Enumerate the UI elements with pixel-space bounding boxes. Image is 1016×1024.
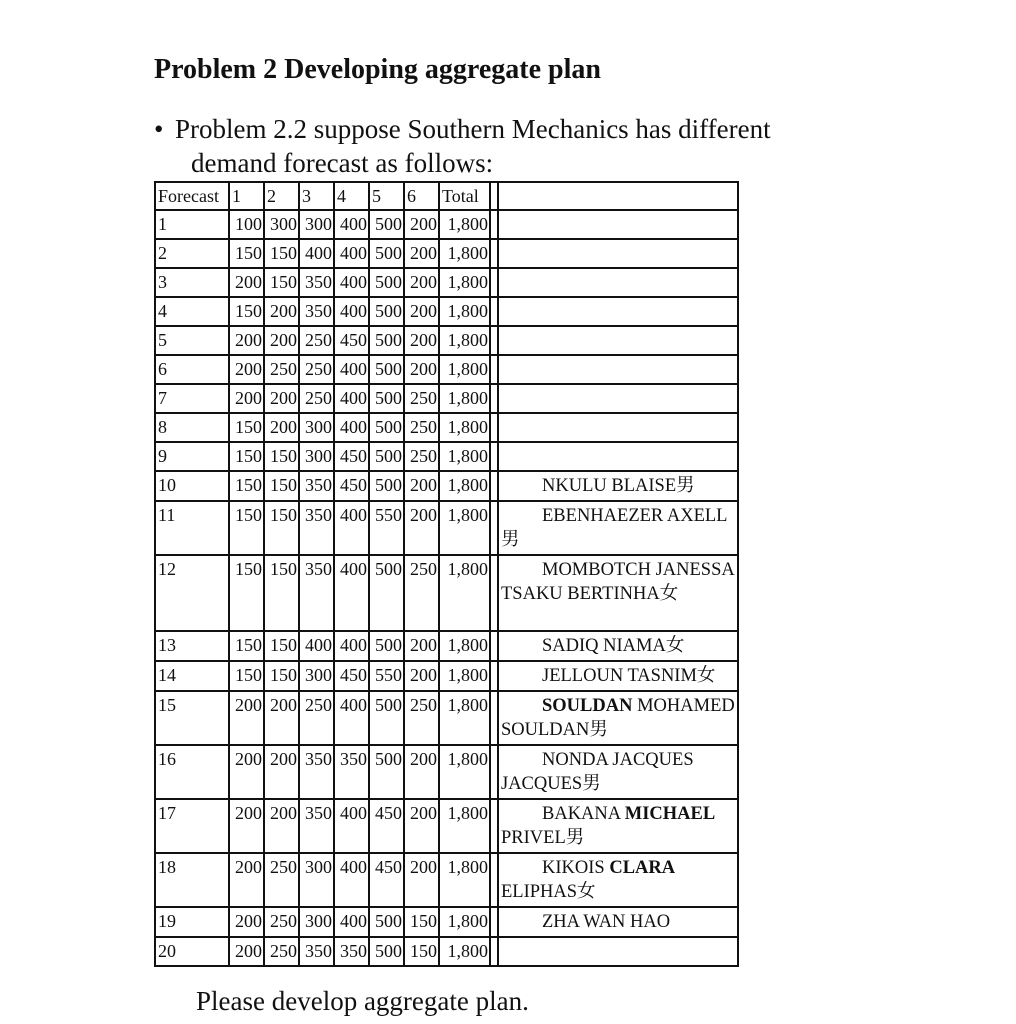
period-5-value: 550	[369, 661, 404, 691]
period-3-value: 350	[299, 745, 334, 799]
student-name-part: NKULU BLAISE男	[542, 476, 695, 496]
bullet-icon: •	[154, 114, 164, 144]
period-5-value: 500	[369, 442, 404, 471]
period-1-value: 150	[229, 471, 264, 501]
period-4-value: 350	[334, 745, 369, 799]
period-1-value: 200	[229, 745, 264, 799]
period-4-value: 400	[334, 631, 369, 661]
period-1-value: 200	[229, 799, 264, 853]
period-3-value: 350	[299, 555, 334, 631]
period-3-value: 400	[299, 631, 334, 661]
period-2-value: 250	[264, 853, 299, 907]
period-5-value: 500	[369, 268, 404, 297]
student-name	[498, 853, 738, 907]
period-3-value: 300	[299, 210, 334, 239]
table-row	[155, 355, 738, 384]
period-3-value: 350	[299, 268, 334, 297]
period-5-value: 500	[369, 907, 404, 937]
period-2-value: 250	[264, 907, 299, 937]
bullet-text-line-2: demand forecast as follows:	[191, 148, 494, 178]
period-4-value: 400	[334, 501, 369, 555]
header-period-3: 3	[299, 182, 334, 210]
gap-cell	[490, 661, 498, 691]
student-name-part: JELLOUN TASNIM女	[542, 666, 716, 686]
row-forecast-id: 9	[155, 442, 229, 471]
student-name	[498, 355, 738, 384]
student-name	[498, 661, 738, 691]
student-name-part: SOULDAN	[542, 696, 633, 716]
period-2-value: 200	[264, 413, 299, 442]
student-name-part: ZHA WAN HAO	[542, 912, 671, 932]
student-name	[498, 442, 738, 471]
period-1-value: 200	[229, 384, 264, 413]
row-forecast-id: 15	[155, 691, 229, 745]
period-5-value: 500	[369, 413, 404, 442]
row-total: 1,800	[439, 326, 490, 355]
period-5-value: 550	[369, 501, 404, 555]
row-forecast-id: 5	[155, 326, 229, 355]
gap-cell	[490, 384, 498, 413]
period-6-value: 250	[404, 555, 439, 631]
row-forecast-id: 1	[155, 210, 229, 239]
period-3-value: 300	[299, 442, 334, 471]
period-5-value: 500	[369, 239, 404, 268]
period-5-value: 500	[369, 631, 404, 661]
table-row	[155, 661, 738, 691]
period-3-value: 250	[299, 355, 334, 384]
period-6-value: 200	[404, 501, 439, 555]
row-total: 1,800	[439, 210, 490, 239]
period-6-value: 200	[404, 799, 439, 853]
student-name-part: MOMBOTCH JANESSA TSAKU BERTINHA女	[501, 560, 734, 604]
period-1-value: 150	[229, 442, 264, 471]
period-6-value: 200	[404, 355, 439, 384]
row-forecast-id: 7	[155, 384, 229, 413]
row-total: 1,800	[439, 355, 490, 384]
row-total: 1,800	[439, 555, 490, 631]
header-period-4: 4	[334, 182, 369, 210]
gap-cell	[490, 413, 498, 442]
forecast-table-body	[155, 210, 738, 966]
row-forecast-id: 13	[155, 631, 229, 661]
period-3-value: 300	[299, 661, 334, 691]
period-5-value: 500	[369, 297, 404, 326]
period-1-value: 150	[229, 501, 264, 555]
period-5-value: 500	[369, 355, 404, 384]
period-4-value: 400	[334, 555, 369, 631]
period-2-value: 200	[264, 384, 299, 413]
period-1-value: 150	[229, 661, 264, 691]
table-row	[155, 691, 738, 745]
gap-cell	[490, 182, 498, 210]
period-4-value: 450	[334, 471, 369, 501]
row-forecast-id: 2	[155, 239, 229, 268]
student-name	[498, 471, 738, 501]
period-4-value: 450	[334, 661, 369, 691]
header-period-5: 5	[369, 182, 404, 210]
period-4-value: 400	[334, 384, 369, 413]
row-total: 1,800	[439, 239, 490, 268]
table-row	[155, 853, 738, 907]
row-forecast-id: 4	[155, 297, 229, 326]
instruction-text: Please develop aggregate plan.	[196, 986, 529, 1016]
table-row	[155, 384, 738, 413]
period-1-value: 150	[229, 413, 264, 442]
gap-cell	[490, 937, 498, 966]
gap-cell	[490, 501, 498, 555]
table-row	[155, 501, 738, 555]
period-6-value: 250	[404, 413, 439, 442]
table-row	[155, 799, 738, 853]
table-row	[155, 471, 738, 501]
student-name	[498, 384, 738, 413]
row-forecast-id: 3	[155, 268, 229, 297]
period-3-value: 300	[299, 853, 334, 907]
period-1-value: 200	[229, 268, 264, 297]
period-5-value: 500	[369, 745, 404, 799]
gap-cell	[490, 239, 498, 268]
table-row	[155, 210, 738, 239]
period-4-value: 400	[334, 691, 369, 745]
period-2-value: 150	[264, 471, 299, 501]
period-5-value: 450	[369, 799, 404, 853]
row-forecast-id: 8	[155, 413, 229, 442]
row-total: 1,800	[439, 937, 490, 966]
period-3-value: 400	[299, 239, 334, 268]
period-4-value: 400	[334, 907, 369, 937]
table-row	[155, 937, 738, 966]
student-name	[498, 555, 738, 631]
student-name	[498, 501, 738, 555]
gap-cell	[490, 799, 498, 853]
table-row	[155, 326, 738, 355]
period-3-value: 350	[299, 297, 334, 326]
student-name-part: ELIPHAS女	[501, 882, 596, 902]
header-period-1: 1	[229, 182, 264, 210]
period-6-value: 200	[404, 661, 439, 691]
row-total: 1,800	[439, 471, 490, 501]
row-total: 1,800	[439, 907, 490, 937]
gap-cell	[490, 631, 498, 661]
period-2-value: 200	[264, 691, 299, 745]
student-name-part: SADIQ NIAMA女	[542, 636, 685, 656]
period-1-value: 200	[229, 937, 264, 966]
student-name-part: EBENHAEZER AXELL男	[501, 506, 728, 550]
gap-cell	[490, 691, 498, 745]
period-3-value: 250	[299, 384, 334, 413]
student-name-part: MICHAEL	[624, 804, 716, 824]
header-row	[155, 182, 738, 210]
period-2-value: 250	[264, 355, 299, 384]
student-name	[498, 413, 738, 442]
student-name-part: KIKOIS	[542, 858, 610, 878]
gap-cell	[490, 442, 498, 471]
table-row	[155, 239, 738, 268]
row-forecast-id: 19	[155, 907, 229, 937]
period-6-value: 150	[404, 907, 439, 937]
period-2-value: 150	[264, 501, 299, 555]
period-2-value: 150	[264, 661, 299, 691]
period-6-value: 250	[404, 384, 439, 413]
header-forecast: Forecast	[155, 182, 229, 210]
student-name	[498, 745, 738, 799]
gap-cell	[490, 853, 498, 907]
period-2-value: 200	[264, 799, 299, 853]
student-name	[498, 239, 738, 268]
gap-cell	[490, 297, 498, 326]
header-period-2: 2	[264, 182, 299, 210]
period-6-value: 250	[404, 691, 439, 745]
period-5-value: 500	[369, 555, 404, 631]
period-6-value: 250	[404, 442, 439, 471]
period-4-value: 400	[334, 210, 369, 239]
row-total: 1,800	[439, 384, 490, 413]
row-forecast-id: 12	[155, 555, 229, 631]
gap-cell	[490, 471, 498, 501]
period-4-value: 400	[334, 355, 369, 384]
period-3-value: 300	[299, 413, 334, 442]
gap-cell	[490, 326, 498, 355]
period-4-value: 400	[334, 297, 369, 326]
student-name	[498, 210, 738, 239]
student-name-part: CLARA	[609, 858, 676, 878]
student-name	[498, 799, 738, 853]
row-total: 1,800	[439, 745, 490, 799]
header-period-6: 6	[404, 182, 439, 210]
period-2-value: 150	[264, 631, 299, 661]
period-5-value: 500	[369, 326, 404, 355]
table-row	[155, 413, 738, 442]
row-forecast-id: 18	[155, 853, 229, 907]
period-6-value: 200	[404, 239, 439, 268]
period-3-value: 350	[299, 937, 334, 966]
bullet-text-line-1: Problem 2.2 suppose Southern Mechanics has different	[175, 114, 771, 144]
forecast-table	[154, 181, 739, 967]
period-2-value: 150	[264, 268, 299, 297]
row-forecast-id: 14	[155, 661, 229, 691]
period-6-value: 200	[404, 268, 439, 297]
period-2-value: 200	[264, 297, 299, 326]
row-forecast-id: 17	[155, 799, 229, 853]
table-row	[155, 745, 738, 799]
period-3-value: 250	[299, 326, 334, 355]
period-1-value: 200	[229, 853, 264, 907]
period-2-value: 150	[264, 442, 299, 471]
period-3-value: 350	[299, 799, 334, 853]
period-4-value: 400	[334, 799, 369, 853]
row-forecast-id: 20	[155, 937, 229, 966]
row-total: 1,800	[439, 631, 490, 661]
header-total: Total	[439, 182, 490, 210]
row-total: 1,800	[439, 799, 490, 853]
period-4-value: 450	[334, 442, 369, 471]
row-total: 1,800	[439, 268, 490, 297]
row-total: 1,800	[439, 297, 490, 326]
table-row	[155, 268, 738, 297]
row-total: 1,800	[439, 413, 490, 442]
period-4-value: 400	[334, 853, 369, 907]
gap-cell	[490, 555, 498, 631]
period-3-value: 350	[299, 501, 334, 555]
gap-cell	[490, 355, 498, 384]
table-row	[155, 442, 738, 471]
period-3-value: 300	[299, 907, 334, 937]
table-row	[155, 555, 738, 631]
period-1-value: 150	[229, 239, 264, 268]
gap-cell	[490, 268, 498, 297]
period-2-value: 250	[264, 937, 299, 966]
row-total: 1,800	[439, 501, 490, 555]
period-4-value: 400	[334, 239, 369, 268]
row-forecast-id: 11	[155, 501, 229, 555]
student-name	[498, 268, 738, 297]
student-name	[498, 691, 738, 745]
period-6-value: 200	[404, 326, 439, 355]
period-1-value: 150	[229, 297, 264, 326]
period-3-value: 350	[299, 471, 334, 501]
period-1-value: 200	[229, 691, 264, 745]
row-total: 1,800	[439, 691, 490, 745]
period-6-value: 200	[404, 853, 439, 907]
period-6-value: 200	[404, 631, 439, 661]
student-name-part: PRIVEL男	[501, 828, 585, 848]
period-4-value: 350	[334, 937, 369, 966]
period-1-value: 200	[229, 326, 264, 355]
period-5-value: 500	[369, 384, 404, 413]
student-name	[498, 326, 738, 355]
period-6-value: 200	[404, 471, 439, 501]
period-1-value: 200	[229, 907, 264, 937]
row-total: 1,800	[439, 661, 490, 691]
period-2-value: 200	[264, 326, 299, 355]
page-title: Problem 2 Developing aggregate plan	[154, 54, 601, 85]
student-name	[498, 937, 738, 966]
period-1-value: 150	[229, 555, 264, 631]
period-6-value: 200	[404, 210, 439, 239]
period-1-value: 200	[229, 355, 264, 384]
row-total: 1,800	[439, 853, 490, 907]
period-1-value: 150	[229, 631, 264, 661]
student-name	[498, 907, 738, 937]
student-name	[498, 631, 738, 661]
period-5-value: 500	[369, 210, 404, 239]
period-2-value: 300	[264, 210, 299, 239]
period-4-value: 450	[334, 326, 369, 355]
row-forecast-id: 16	[155, 745, 229, 799]
period-2-value: 150	[264, 239, 299, 268]
period-5-value: 500	[369, 691, 404, 745]
period-1-value: 100	[229, 210, 264, 239]
period-3-value: 250	[299, 691, 334, 745]
row-forecast-id: 10	[155, 471, 229, 501]
row-forecast-id: 6	[155, 355, 229, 384]
period-5-value: 450	[369, 853, 404, 907]
student-name-part: MOHAMED SOULDAN男	[501, 696, 735, 740]
student-name-part: BAKANA	[542, 804, 625, 824]
student-name	[498, 297, 738, 326]
header-name	[498, 182, 738, 210]
period-4-value: 400	[334, 413, 369, 442]
table-row	[155, 631, 738, 661]
period-6-value: 200	[404, 297, 439, 326]
row-total: 1,800	[439, 442, 490, 471]
period-2-value: 200	[264, 745, 299, 799]
period-5-value: 500	[369, 471, 404, 501]
gap-cell	[490, 907, 498, 937]
period-6-value: 200	[404, 745, 439, 799]
gap-cell	[490, 210, 498, 239]
period-6-value: 150	[404, 937, 439, 966]
student-name-part: NONDA JACQUES JACQUES男	[501, 750, 694, 794]
period-4-value: 400	[334, 268, 369, 297]
gap-cell	[490, 745, 498, 799]
table-row	[155, 907, 738, 937]
period-5-value: 500	[369, 937, 404, 966]
period-2-value: 150	[264, 555, 299, 631]
table-row	[155, 297, 738, 326]
